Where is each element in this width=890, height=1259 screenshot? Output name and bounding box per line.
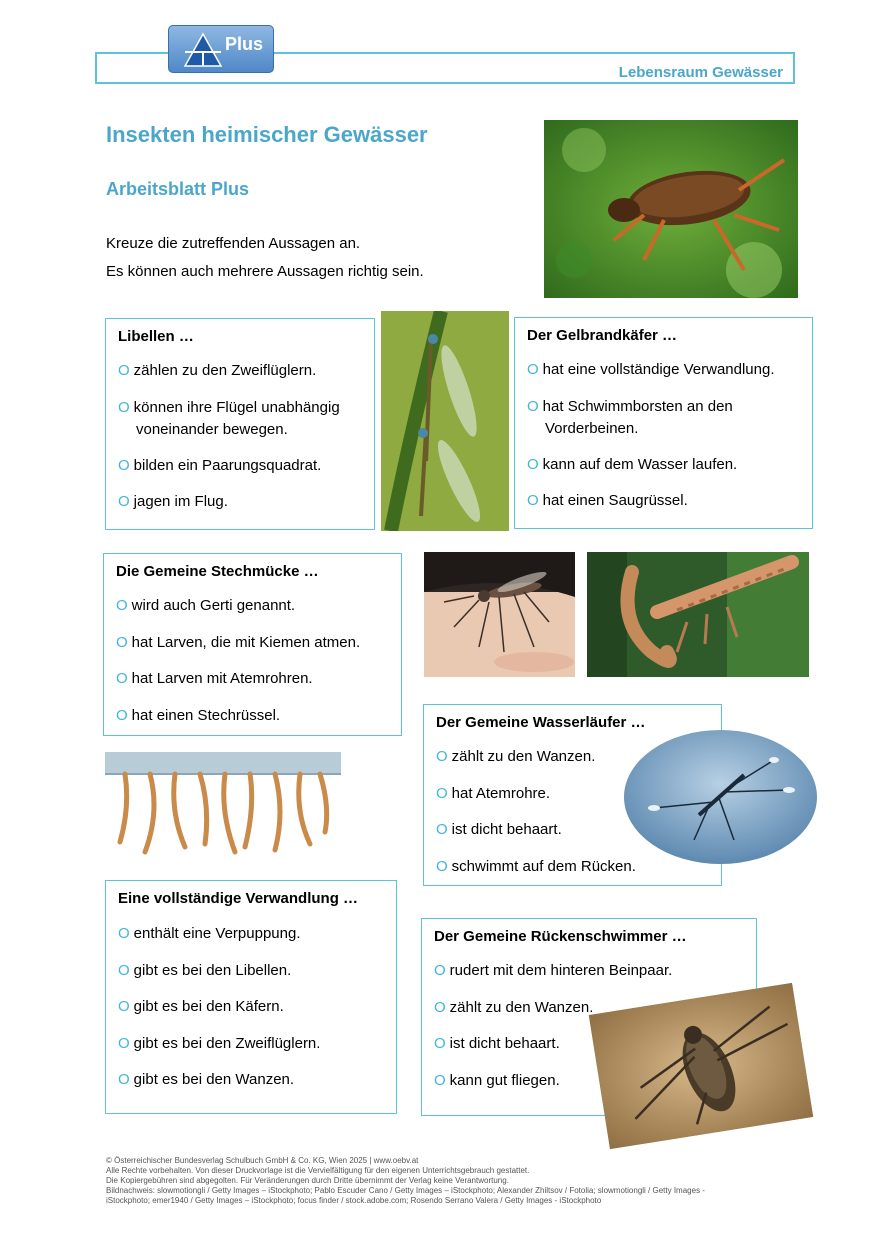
instruction-line: Es können auch mehrere Aussagen richtig sein. [106, 263, 424, 280]
checkbox-circle[interactable]: O [118, 998, 130, 1015]
option-text: hat Larven mit Atemrohren. [131, 670, 313, 687]
option-text: wird auch Gerti genannt. [131, 597, 296, 614]
fees-line: Die Kopiergebühren sind abgegolten. Für Veränderungen durch Dritte übernimmt der Verlag keine Verantwortung. [106, 1176, 509, 1185]
option-text: gibt es bei den Libellen. [133, 962, 292, 979]
option-text: ist dicht behaart. [449, 1035, 560, 1052]
rights-line: Alle Rechte vorbehalten. Von dieser Druckvorlage ist die Vervielfältigung für den eigenen Unterrichtsgebrauch gestattet. [106, 1166, 530, 1175]
quiz-box-diving-beetle [514, 317, 813, 529]
option-text: gibt es bei den Zweiflüglern. [133, 1035, 321, 1052]
quiz-title: Der Gelbrandkäfer … [527, 327, 678, 344]
checkbox-circle[interactable]: O [527, 361, 539, 378]
quiz-title: Die Gemeine Stechmücke … [116, 563, 319, 580]
checkbox-circle[interactable]: O [118, 1035, 130, 1052]
image-credits-line: iStockphoto; emer1940 / Getty Images – iStockphoto; focus finder / stock.adobe.com; Rosendo Serrano Valera / Getty Images - iStockphoto [106, 1196, 602, 1205]
quiz-title: Eine vollständige Verwandlung … [118, 890, 359, 907]
checkbox-circle[interactable]: O [116, 670, 128, 687]
quiz-box-metamorphosis [105, 880, 397, 1114]
quiz-option[interactable] [434, 1033, 560, 1055]
option-text: hat Schwimmborsten an den [542, 398, 733, 415]
quiz-title: Der Gemeine Rückenschwimmer … [434, 928, 687, 945]
checkbox-circle[interactable]: O [118, 962, 130, 979]
option-text: kann auf dem Wasser laufen. [542, 456, 738, 473]
option-text: hat Larven, die mit Kiemen atmen. [131, 634, 361, 651]
page-subtitle: Arbeitsblatt Plus [106, 179, 250, 199]
quiz-option[interactable] [436, 819, 562, 841]
mosquito-larvae-photo [105, 752, 341, 862]
option-text: hat eine vollständige Verwandlung. [542, 361, 775, 378]
quiz-option[interactable] [527, 490, 688, 512]
option-text: hat einen Saugrüssel. [542, 492, 688, 509]
checkbox-circle[interactable]: O [118, 1071, 130, 1088]
option-text-continued: Vorderbeinen. [545, 420, 639, 437]
option-text: bilden ein Paarungsquadrat. [133, 457, 322, 474]
instruction-line: Kreuze die zutreffenden Aussagen an. [106, 235, 361, 252]
option-text: zählt zu den Wanzen. [451, 748, 596, 765]
damselfly-photo [381, 311, 509, 531]
footer-credits [106, 1156, 796, 1206]
quiz-title: Libellen … [118, 328, 194, 345]
plus-logo [168, 25, 274, 73]
quiz-option[interactable] [118, 1069, 294, 1091]
checkbox-circle[interactable]: O [116, 707, 128, 724]
option-text-continued: voneinander bewegen. [136, 421, 288, 438]
option-text: rudert mit dem hinteren Beinpaar. [449, 962, 673, 979]
section-label: Lebensraum Gewässer [618, 64, 783, 81]
option-text: können ihre Flügel unabhängig [133, 399, 340, 416]
water-strider-photo [624, 730, 817, 864]
copyright-line: © Österreichischer Bundesverlag Schulbuch GmbH & Co. KG, Wien 2025 | www.oebv.at [106, 1156, 419, 1165]
quiz-option[interactable] [436, 856, 636, 878]
checkbox-circle[interactable]: O [118, 925, 130, 942]
option-text: enthält eine Verpuppung. [133, 925, 301, 942]
checkbox-circle[interactable]: O [434, 1035, 446, 1052]
checkbox-circle[interactable]: O [436, 748, 448, 765]
quiz-title: Der Gemeine Wasserläufer … [436, 714, 646, 731]
option-text: zählt zu den Wanzen. [449, 999, 594, 1016]
quiz-option[interactable] [118, 360, 316, 382]
page-title: Insekten heimischer Gewässer [106, 122, 428, 147]
checkbox-circle[interactable]: O [527, 492, 539, 509]
checkbox-circle[interactable]: O [116, 597, 128, 614]
quiz-option[interactable] [116, 632, 360, 654]
option-text: ist dicht behaart. [451, 821, 562, 838]
quiz-option[interactable] [434, 997, 593, 1019]
checkbox-circle[interactable]: O [436, 858, 448, 875]
quiz-option[interactable] [118, 923, 300, 945]
quiz-option[interactable] [116, 705, 280, 727]
larva-photo [587, 552, 809, 677]
checkbox-circle[interactable]: O [118, 399, 130, 416]
checkbox-circle[interactable]: O [436, 785, 448, 802]
beetle-photo [544, 120, 798, 298]
quiz-option[interactable] [434, 960, 672, 982]
mosquito-photo [424, 552, 575, 677]
quiz-option[interactable] [436, 783, 550, 805]
option-text: hat einen Stechrüssel. [131, 707, 281, 724]
quiz-option[interactable] [116, 595, 295, 617]
logo-text: Plus [225, 34, 264, 54]
quiz-option[interactable] [118, 397, 340, 441]
quiz-option[interactable] [116, 668, 313, 690]
checkbox-circle[interactable]: O [527, 398, 539, 415]
option-text: jagen im Flug. [133, 493, 228, 510]
quiz-box-dragonflies [105, 318, 375, 530]
checkbox-circle[interactable]: O [118, 362, 130, 379]
quiz-option[interactable] [118, 455, 321, 477]
quiz-option[interactable] [118, 960, 291, 982]
checkbox-circle[interactable]: O [436, 821, 448, 838]
option-text: schwimmt auf dem Rücken. [451, 858, 636, 875]
quiz-option[interactable] [118, 996, 284, 1018]
checkbox-circle[interactable]: O [527, 456, 539, 473]
triangle-logo-icon [183, 32, 223, 68]
quiz-option[interactable] [434, 1070, 560, 1092]
checkbox-circle[interactable]: O [434, 999, 446, 1016]
quiz-option[interactable] [527, 396, 733, 440]
option-text: kann gut fliegen. [449, 1072, 560, 1089]
checkbox-circle[interactable]: O [434, 962, 446, 979]
checkbox-circle[interactable]: O [434, 1072, 446, 1089]
checkbox-circle[interactable]: O [118, 493, 130, 510]
image-credits-line: Bildnachweis: slowmotiongli / Getty Images – iStockphoto; Pablo Escuder Cano / Getty Images – iStockphoto; Alexander Zhiltsov / Fotolia; slowmotiongli / Getty Images - [106, 1186, 705, 1195]
quiz-option[interactable] [527, 454, 737, 476]
option-text: hat Atemrohre. [451, 785, 551, 802]
option-text: gibt es bei den Käfern. [133, 998, 284, 1015]
quiz-option[interactable] [527, 359, 775, 381]
option-text: gibt es bei den Wanzen. [133, 1071, 295, 1088]
quiz-option[interactable] [118, 491, 228, 513]
quiz-box-mosquito [103, 553, 402, 736]
checkbox-circle[interactable]: O [116, 634, 128, 651]
checkbox-circle[interactable]: O [118, 457, 130, 474]
quiz-option[interactable] [436, 746, 595, 768]
option-text: zählen zu den Zweiflüglern. [133, 362, 317, 379]
quiz-option[interactable] [118, 1033, 320, 1055]
